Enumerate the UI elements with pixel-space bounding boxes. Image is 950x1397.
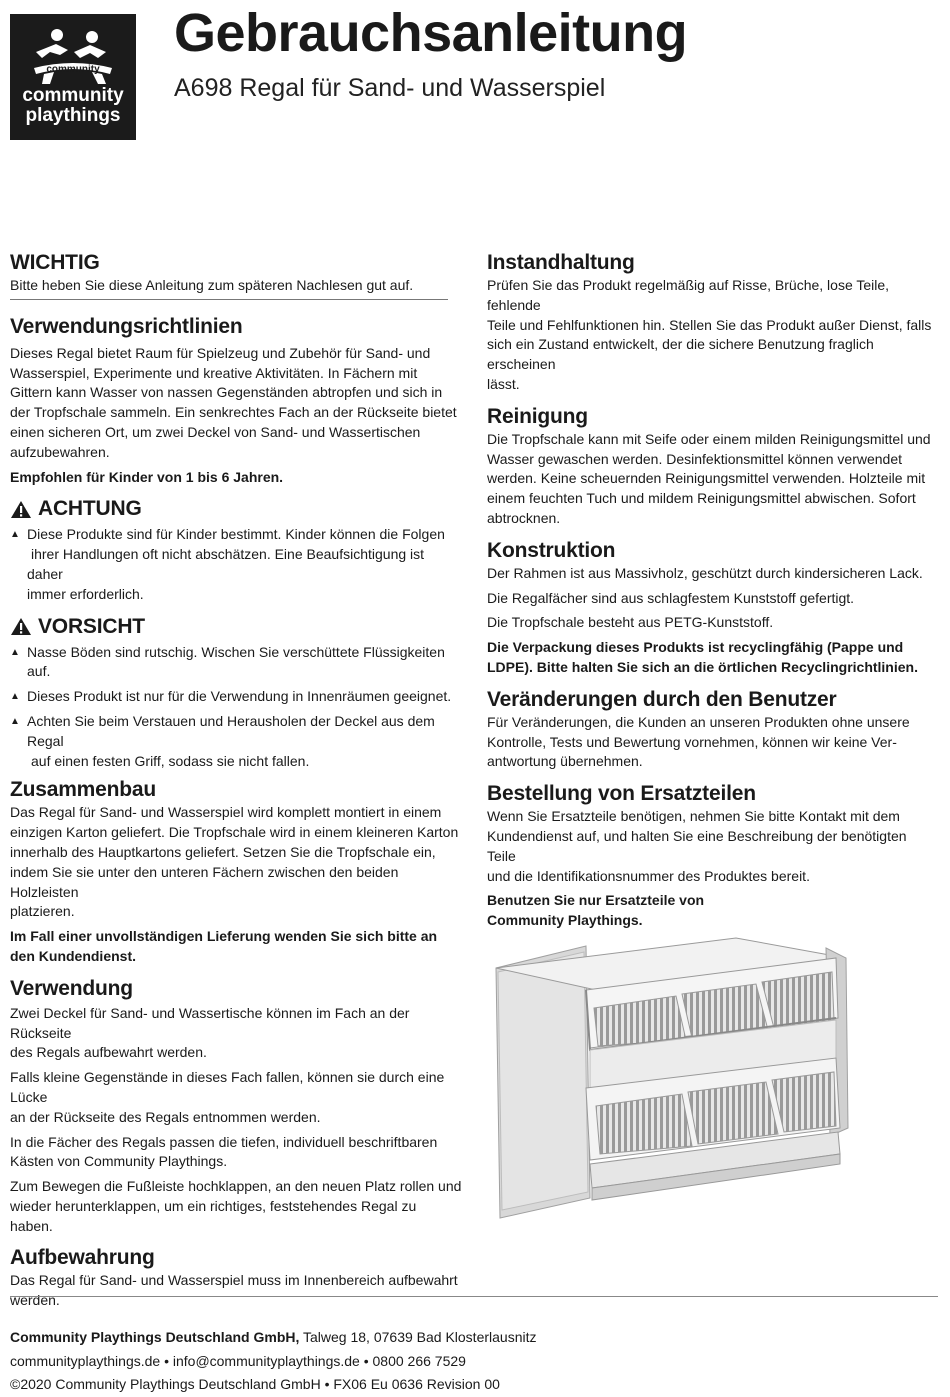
logo-line-2: playthings <box>25 105 121 126</box>
text-line: Dieses Produkt ist nur für die Verwendung in Innenräumen geeignet. <box>27 688 452 705</box>
section-verwendungsrichtlinien <box>10 314 462 497</box>
text-line: In die Fächer des Regals passen die tiefen, individuell beschriftbaren <box>10 1133 438 1150</box>
text-line: Achten Sie beim Verstauen und Herausholen der Deckel aus dem Regal <box>27 712 435 749</box>
section-wichtig <box>10 250 462 300</box>
text-line: Das Regal für Sand- und Wasserspiel wird komplett montiert in einem <box>10 804 442 821</box>
text-line: werden. <box>10 1292 60 1309</box>
text-line: Zwei Deckel für Sand- und Wassertische können im Fach an der Rückseite <box>10 1004 410 1041</box>
section-reinigung <box>487 404 937 538</box>
section-aufbewahrung <box>10 1245 462 1311</box>
text-line: indem Sie sie unter den unteren Fächern zwischen den beiden Holzleisten <box>10 863 399 900</box>
text-line: an der Rückseite des Regals entnommen werden. <box>10 1108 321 1125</box>
text-line: wieder herunterklappen, um ein richtiges, feststehendes Regal zu haben. <box>10 1197 417 1234</box>
footer-divider <box>10 1296 938 1297</box>
footer-copyright: ©2020 Community Playthings Deutschland GmbH • FX06 Eu 0636 Revision 00 <box>10 1376 500 1392</box>
text-line: Prüfen Sie das Produkt regelmäßig auf Risse, Brüche, lose Teile, fehlende <box>487 277 890 313</box>
text-line: Die Tropfschale besteht aus PETG-Kunststoff. <box>487 614 774 631</box>
company-logo <box>10 14 136 140</box>
shelf-product-image <box>486 928 856 1220</box>
text-line: Dieses Regal bietet Raum für Spielzeug und Zubehör für Sand- und <box>10 344 431 361</box>
text-line: auf einen festen Griff, sodass sie nicht fallen. <box>31 752 310 769</box>
age-recommendation: Empfohlen für Kinder von 1 bis 6 Jahren. <box>10 468 284 485</box>
divider <box>10 299 448 300</box>
text-line: Wasser gewaschen werden. Desinfektionsmittel können verwendet <box>487 450 903 467</box>
text-line: Kästen von Community Playthings. <box>10 1153 228 1170</box>
bestellung-heading: Bestellung von Ersatzteilen <box>487 782 756 806</box>
text-line: einzigen Karton geliefert. Die Tropfschale wird in einem kleineren Karton <box>10 824 459 841</box>
text-line: aufzubewahren. <box>10 443 110 460</box>
page-title: Gebrauchsanleitung <box>174 3 688 63</box>
text-line: Falls kleine Gegenstände in dieses Fach fallen, können sie durch eine Lücke <box>10 1069 445 1105</box>
warning-triangle-icon <box>10 500 32 519</box>
veraenderungen-heading: Veränderungen durch den Benutzer <box>487 687 837 711</box>
text-line: abtrocknen. <box>487 509 561 526</box>
instandhaltung-heading: Instandhaltung <box>487 251 635 274</box>
vorsicht-heading: VORSICHT <box>38 614 145 638</box>
triangle-bullet-icon: ▲ <box>10 529 20 541</box>
text-line: Wasserspiel, Experimente und kreative Aktivitäten. In Fächern mit <box>10 364 418 381</box>
text-line: Diese Produkte sind für Kinder bestimmt. Kinder können die Folgen <box>27 526 445 543</box>
section-veraenderungen <box>487 687 937 781</box>
konstruktion-heading: Konstruktion <box>487 538 616 562</box>
right-column <box>487 250 937 931</box>
text-line: Zum Bewegen die Fußleiste hochklappen, an den neuen Platz rollen und <box>10 1178 462 1195</box>
text-line: LDPE). Bitte halten Sie sich an die örtlichen Recyclingrichtlinien. <box>487 658 918 675</box>
verwendungsrichtlinien-heading: Verwendungsrichtlinien <box>10 314 243 338</box>
logo-line-1: community <box>22 85 124 106</box>
footer-address-line <box>10 1326 940 1350</box>
verwendung-heading: Verwendung <box>10 976 133 1000</box>
triangle-bullet-icon: ▲ <box>10 646 20 658</box>
text-line: lässt. <box>487 375 520 392</box>
text-line: Gittern kann Wasser von nassen Gegenständen abtropfen und sich in <box>10 384 443 401</box>
text-line: Der Rahmen ist aus Massivholz, geschützt durch kindersicheren Lack. <box>487 564 923 581</box>
section-instandhaltung <box>487 250 937 404</box>
text-line: Teile und Fehlfunktionen hin. Stellen Sie das Produkt außer Dienst, falls <box>487 316 932 333</box>
list-item <box>10 643 462 683</box>
text-line: Die Tropfschale kann mit Seife oder einem milden Reinigungsmittel und <box>487 430 931 447</box>
text-line: Community Playthings. <box>487 912 643 929</box>
text-line: einen sicheren Ort, um zwei Deckel von Sand- und Wassertischen <box>10 423 421 440</box>
children-playing-icon <box>30 28 116 84</box>
text-line: Die Verpackung dieses Produkts ist recyclingfähig (Pappe und <box>487 639 904 656</box>
page-subtitle: A698 Regal für Sand- und Wasserspiel <box>174 74 606 102</box>
text-line: Benutzen Sie nur Ersatzteile von <box>487 892 705 909</box>
list-item <box>10 687 462 707</box>
logo-badge-text: community <box>46 64 100 75</box>
text-line: Die Regalfächer sind aus schlagfestem Kunststoff gefertigt. <box>487 589 855 606</box>
text-line: Wenn Sie Ersatzteile benötigen, nehmen Sie bitte Kontakt mit dem <box>487 808 900 825</box>
text-line: innerhalb des Hauptkartons geliefert. Setzen Sie die Tropfschale ein, <box>10 843 436 860</box>
text-line: des Regals aufbewahrt werden. <box>10 1044 207 1061</box>
text-line: antwortung übernehmen. <box>487 753 643 770</box>
left-column <box>10 250 462 1311</box>
triangle-bullet-icon: ▲ <box>10 715 20 727</box>
company-name: Community Playthings Deutschland GmbH, <box>10 1329 300 1345</box>
triangle-bullet-icon: ▲ <box>10 691 20 703</box>
footer-contact: communityplaythings.de • info@communityplaythings.de • 0800 266 7529 <box>10 1352 466 1369</box>
text-line: Kundendienst auf, und halten Sie eine Beschreibung der benötigten Teile <box>487 827 907 864</box>
achtung-heading: ACHTUNG <box>38 497 142 521</box>
section-achtung <box>10 496 462 613</box>
text-line: ihrer Handlungen oft nicht abschätzen. Eine Beaufsichtigung ist daher <box>27 546 425 582</box>
section-konstruktion <box>487 538 937 687</box>
achtung-heading-row <box>10 496 462 522</box>
text-line: den Kundendienst. <box>10 947 136 964</box>
zusammenbau-heading: Zusammenbau <box>10 778 156 802</box>
warning-triangle-icon <box>10 617 32 636</box>
aufbewahrung-heading: Aufbewahrung <box>10 1246 155 1270</box>
text-line: und die Identifikationsnummer des Produktes bereit. <box>487 867 810 884</box>
text-line: der Tropfschale sammeln. Ein senkrechtes Fach an der Rückseite bietet <box>10 404 457 421</box>
section-zusammenbau <box>10 777 462 975</box>
text-line: einem feuchten Tuch und mildem Reinigungsmittel abwischen. Sofort <box>487 490 916 507</box>
vorsicht-heading-row <box>10 614 462 640</box>
text-line: immer erforderlich. <box>27 585 144 602</box>
company-address: Talweg 18, 07639 Bad Klosterlausnitz <box>299 1329 537 1345</box>
text-line: Im Fall einer unvollständigen Lieferung wenden Sie sich bitte an <box>10 928 438 945</box>
list-item <box>10 712 462 771</box>
section-vorsicht <box>10 614 462 778</box>
text-line: Das Regal für Sand- und Wasserspiel muss im Innenbereich aufbewahrt <box>10 1272 458 1289</box>
text-line: Für Veränderungen, die Kunden an unseren Produkten ohne unsere <box>487 713 910 730</box>
reinigung-heading: Reinigung <box>487 404 588 428</box>
footer <box>10 1326 940 1397</box>
section-verwendung <box>10 976 462 1246</box>
text-line: Kontrolle, Tests und Bewertung vornehmen, können wir keine Ver- <box>487 733 897 750</box>
list-item <box>10 525 462 604</box>
section-bestellung <box>487 781 937 931</box>
text-line: Nasse Böden sind rutschig. Wischen Sie verschüttete Flüssigkeiten auf. <box>27 643 445 680</box>
wichtig-text: Bitte heben Sie diese Anleitung zum späteren Nachlesen gut auf. <box>10 277 414 293</box>
text-line: werden. Keine scheuernden Reinigungsmittel verwenden. Holzteile mit <box>487 470 926 487</box>
text-line: sich ein Zustand entwickelt, der die sichere Benutzung fraglich erscheinen <box>487 336 874 373</box>
text-line: platzieren. <box>10 903 75 920</box>
wichtig-heading: WICHTIG <box>10 251 100 274</box>
